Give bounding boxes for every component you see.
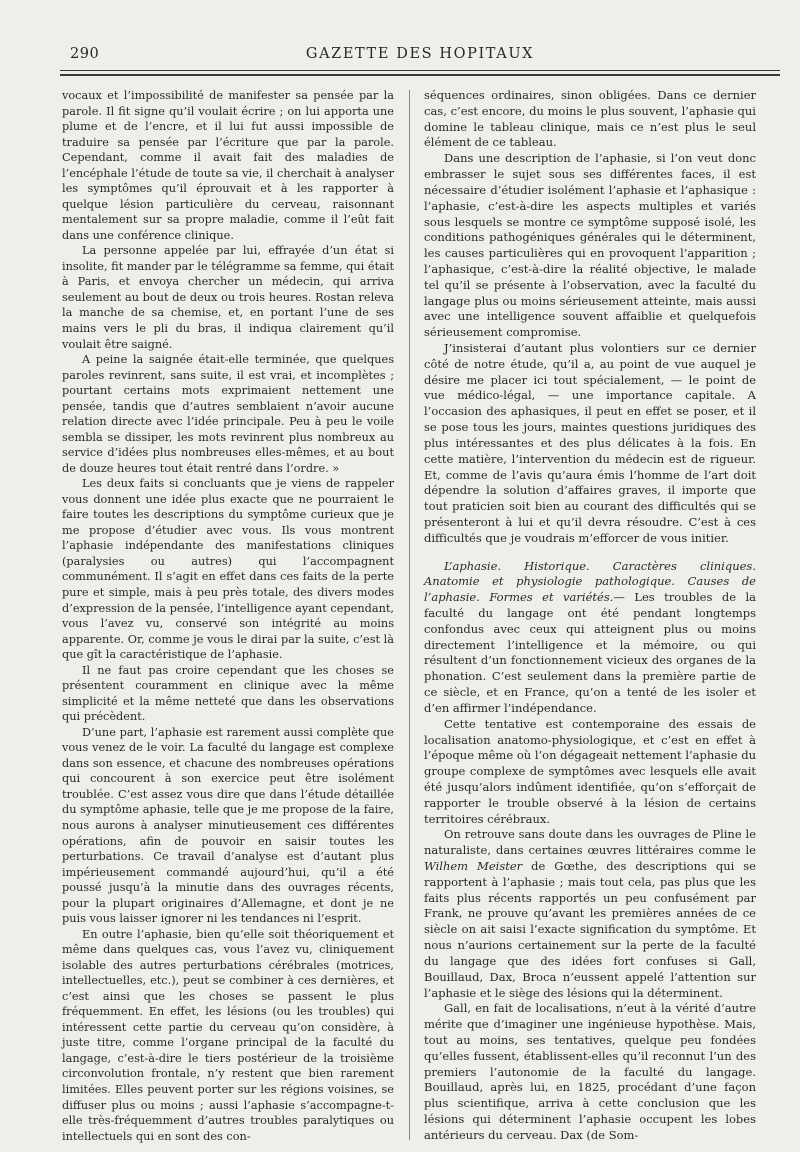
paragraph: Les deux faits si concluants que je viens de rappeler vous donnent une idée plus exacte que ne pourraient le faire toutes les descriptions du symptôme curieux que je me propose d’étudier avec vous. Ils vous montrent l’aphasie indépendante des manifestations cliniques (paralysies ou autres) qui l’accompagnent communément. Il s’agit en effet dans ces faits de la perte pure et simple, mais à peu près totale, des divers modes d’expression de la pensée, l’intelligence ayant cependant, vous l’avez vu, conservé son intégrité au moins apparente. Or, comme je vous le dirai par la suite, c’est là que gît la caractéristique de l’aphasie. bbox=[62, 477, 394, 662]
paragraph: séquences ordinaires, sinon obligées. Dans ce dernier cas, c’est encore, du moins le plus souvent, l’aphasie qui domine le tableau clinique, mais ce n’est plus le seul élément de ce tableau. bbox=[424, 88, 756, 150]
section-heading: L’aphasie. Historique. Caractères cliniques. Anatomie et physiologie pathologique. Causes de l’aphasie. Formes et variétés.— bbox=[424, 558, 756, 605]
section-lead: Les troubles de la faculté du langage ont été pendant longtemps confondus avec ceux qui atteignent plus ou moins directement l’intelligence et la mémoire, ou qui résultent d’un fonctionnement vicieux des organes de la phonation. C’est seulement dans la première partie de ce siècle, et en France, qu’on a tenté de les isoler et d’en affirmer l’indépendance. bbox=[424, 590, 756, 715]
paragraph: D’une part, l’aphasie est rarement aussi complète que vous venez de le voir. La faculté du langage est complexe dans son essence, et chacune des nombreuses opérations qui concourent à son exercice peut être isolément troublée. C’est assez vous dire que dans l’étude détaillée du symptôme aphasie, telle que je me propose de la faire, nous aurons à analyser minutieusement ces différentes opérations, afin de pouvoir en saisir toutes les perturbations. Ce travail d’analyse est d’autant plus impérieusement commandé aujourd’hui, qu’il a été poussé jusqu’à la minutie dans des ouvrages récents, pour la plupart originaires d’Allemagne, et dont je ne puis vous laisser ignorer ni les tendances ni l’esprit. bbox=[62, 725, 394, 926]
paragraph: vocaux et l’impossibilité de manifester sa pensée par la parole. Il fit signe qu’il voulait écrire ; on lui apporta une plume et de l’encre, et il lui fut aussi impossible de traduire sa pensée par l’écriture que par la parole. Cependant, comme il avait fait des maladies de l’encéphale l’étude de toute sa vie, il cherchait à analyser les symptômes qu’il éprouvait et à les rapporter à quelque lésion particulière du cerveau, raisonnant mentalement sur sa propre maladie, comme il l’eût fait dans une conférence clinique. bbox=[62, 89, 394, 242]
page-number: 290 bbox=[70, 46, 100, 62]
section-paragraph bbox=[424, 559, 756, 717]
header-rule bbox=[60, 70, 780, 71]
paragraph: J’insisterai d’autant plus volontiers sur ce dernier côté de notre étude, qu’il a, au point de vue auquel je désire me placer ici tout spécialement, — le point de vue médico-légal, — une importance capitale. A l’occasion des aphasiques, il peut en effet se poser, et il se pose tous les jours, maintes questions juridiques des plus intéressantes et des plus délicates à la fois. En cette matière, l’intervention du médecin est de rigueur. Et, comme de l’avis qu’aura émis l’homme de l’art doit dépendre la solution d’affaires graves, il importe que tout praticien soit bien au courant des difficultés qui se présenteront à lui et qu’il devra résoudre. C’est à ces difficultés que je voudrais m’efforcer de vous initier. bbox=[424, 341, 756, 545]
header-double-rule bbox=[60, 74, 780, 76]
page-header bbox=[50, 46, 790, 66]
paragraph: En outre l’aphasie, bien qu’elle soit théoriquement et même dans quelques cas, vous l’avez vu, cliniquement isolable des autres perturbations cérébrales (motrices, intellectuelles, etc.), peut se combiner à ces dernières, et c’est ainsi que les choses se passent le plus fréquemment. En effet, les lésions (ou les troubles) qui intéressent cette partie du cerveau qu’on considère, à juste titre, comme l’organe principal de la faculté du langage, c’est-à-dire le tiers postérieur de la troisième circonvolution frontale, n’y restent que bien rarement limitées. Elles peuvent porter sur les régions voisines, se diffuser plus ou moins ; aussi l’aphasie s’accompagne-t-elle très-fréquemment d’autres troubles paralytiques ou intellectuels qui en sont des con- bbox=[62, 927, 394, 1143]
paragraph: La personne appelée par lui, effrayée d’un état si insolite, fit mander par le télégramme sa femme, qui était à Paris, et envoya chercher un médecin, qui arriva seulement au bout de deux ou trois heures. Rostan releva la manche de sa chemise, et, en portant l’une de ses mains vers le pli du bras, il indiqua clairement qu’il voulait être saigné. bbox=[62, 244, 394, 351]
paragraph: A peine la saignée était-elle terminée, que quelques paroles revinrent, sans suite, il est vrai, et incomplètes ; pourtant certains mots exprimaient nettement une pensée, tandis que d’autres semblaient n’avoir aucune relation directe avec l’idée principale. Peu à peu le voile sembla se dissiper, les mots revinrent plus nombreux au service d’idées plus nombreuses elles-mêmes, et au bout de douze heures tout était rentré dans l’ordre. » bbox=[62, 353, 394, 475]
paragraph: Gall, en fait de localisations, n’eut à la vérité d’autre mérite que d’imaginer une ingénieuse hypothèse. Mais, tout au moins, ses tentatives, quelque peu fondées qu’elles fussent, établissent-elles qu’il reconnut l’un des premiers l’autonomie de la faculté du langage. Bouillaud, après lui, en 1825, procédant d’une façon plus scientifique, arriva à cette conclusion que les lésions qui déterminent l’aphasie occupent les lobes antérieurs du cerveau. Dax (de Som- bbox=[424, 1001, 756, 1142]
paragraph-text: On retrouve sans doute dans les ouvrages de Pline le naturaliste, dans certaines œuvres littéraires comme le bbox=[424, 827, 756, 858]
book-title: Wilhem Meister bbox=[424, 859, 523, 873]
paragraph: Dans une description de l’aphasie, si l’on veut donc embrasser le sujet sous ses différentes faces, il est nécessaire d’étudier isolément l’aphasie et l’aphasique : l’aphasie, c’est-à-dire les aspects multiples et variés sous lesquels se montre ce symptôme supposé isolé, les conditions pathogéniques générales qui le déterminent, les causes particulières qui en provoquent l’apparition ; l’aphasique, c’est-à-dire la réalité objective, le malade tel qu’il se présente à l’observation, avec la faculté du langage plus ou moins sérieusement atteinte, mais aussi avec une intelligence souvent affaiblie et quelquefois sérieusement compromise. bbox=[424, 151, 756, 340]
column-divider bbox=[409, 90, 410, 1140]
paragraph: Il ne faut pas croire cependant que les choses se présentent couramment en clinique avec la même simplicité et la même netteté que dans les observations qui précèdent. bbox=[62, 663, 394, 724]
journal-title: GAZETTE DES HOPITAUX bbox=[305, 46, 535, 62]
paragraph: Cette tentative est contemporaine des essais de localisation anatomo-physiologique, et c’est en effet à l’époque même où l’on dégageait nettement l’aphasie du groupe complexe de symptômes avec lesquels elle avait été jusqu’alors indûment identifiée, qu’on s’efforçait de rapporter le trouble observé à la lésion de certains territoires cérébraux. bbox=[424, 716, 756, 826]
left-column bbox=[62, 88, 394, 1144]
paragraph bbox=[424, 827, 756, 1001]
paragraph-text: de Gœthe, des descriptions qui se rapportent à l’aphasie ; mais tout cela, pas plus que les faits plus récents rapportés un peu confusément par Frank, ne prouve qu’avant les premières années de ce siècle on ait saisi l’exacte signification du symptôme. Et nous n’aurions certainement sur la perte de la faculté du langage que des idées fort confuses si Gall, Bouillaud, Dax, Broca n’eussent appelé l’attention sur l’aphasie et le siège des lésions qui la déterminent. bbox=[424, 859, 756, 1000]
right-column bbox=[424, 88, 756, 1144]
